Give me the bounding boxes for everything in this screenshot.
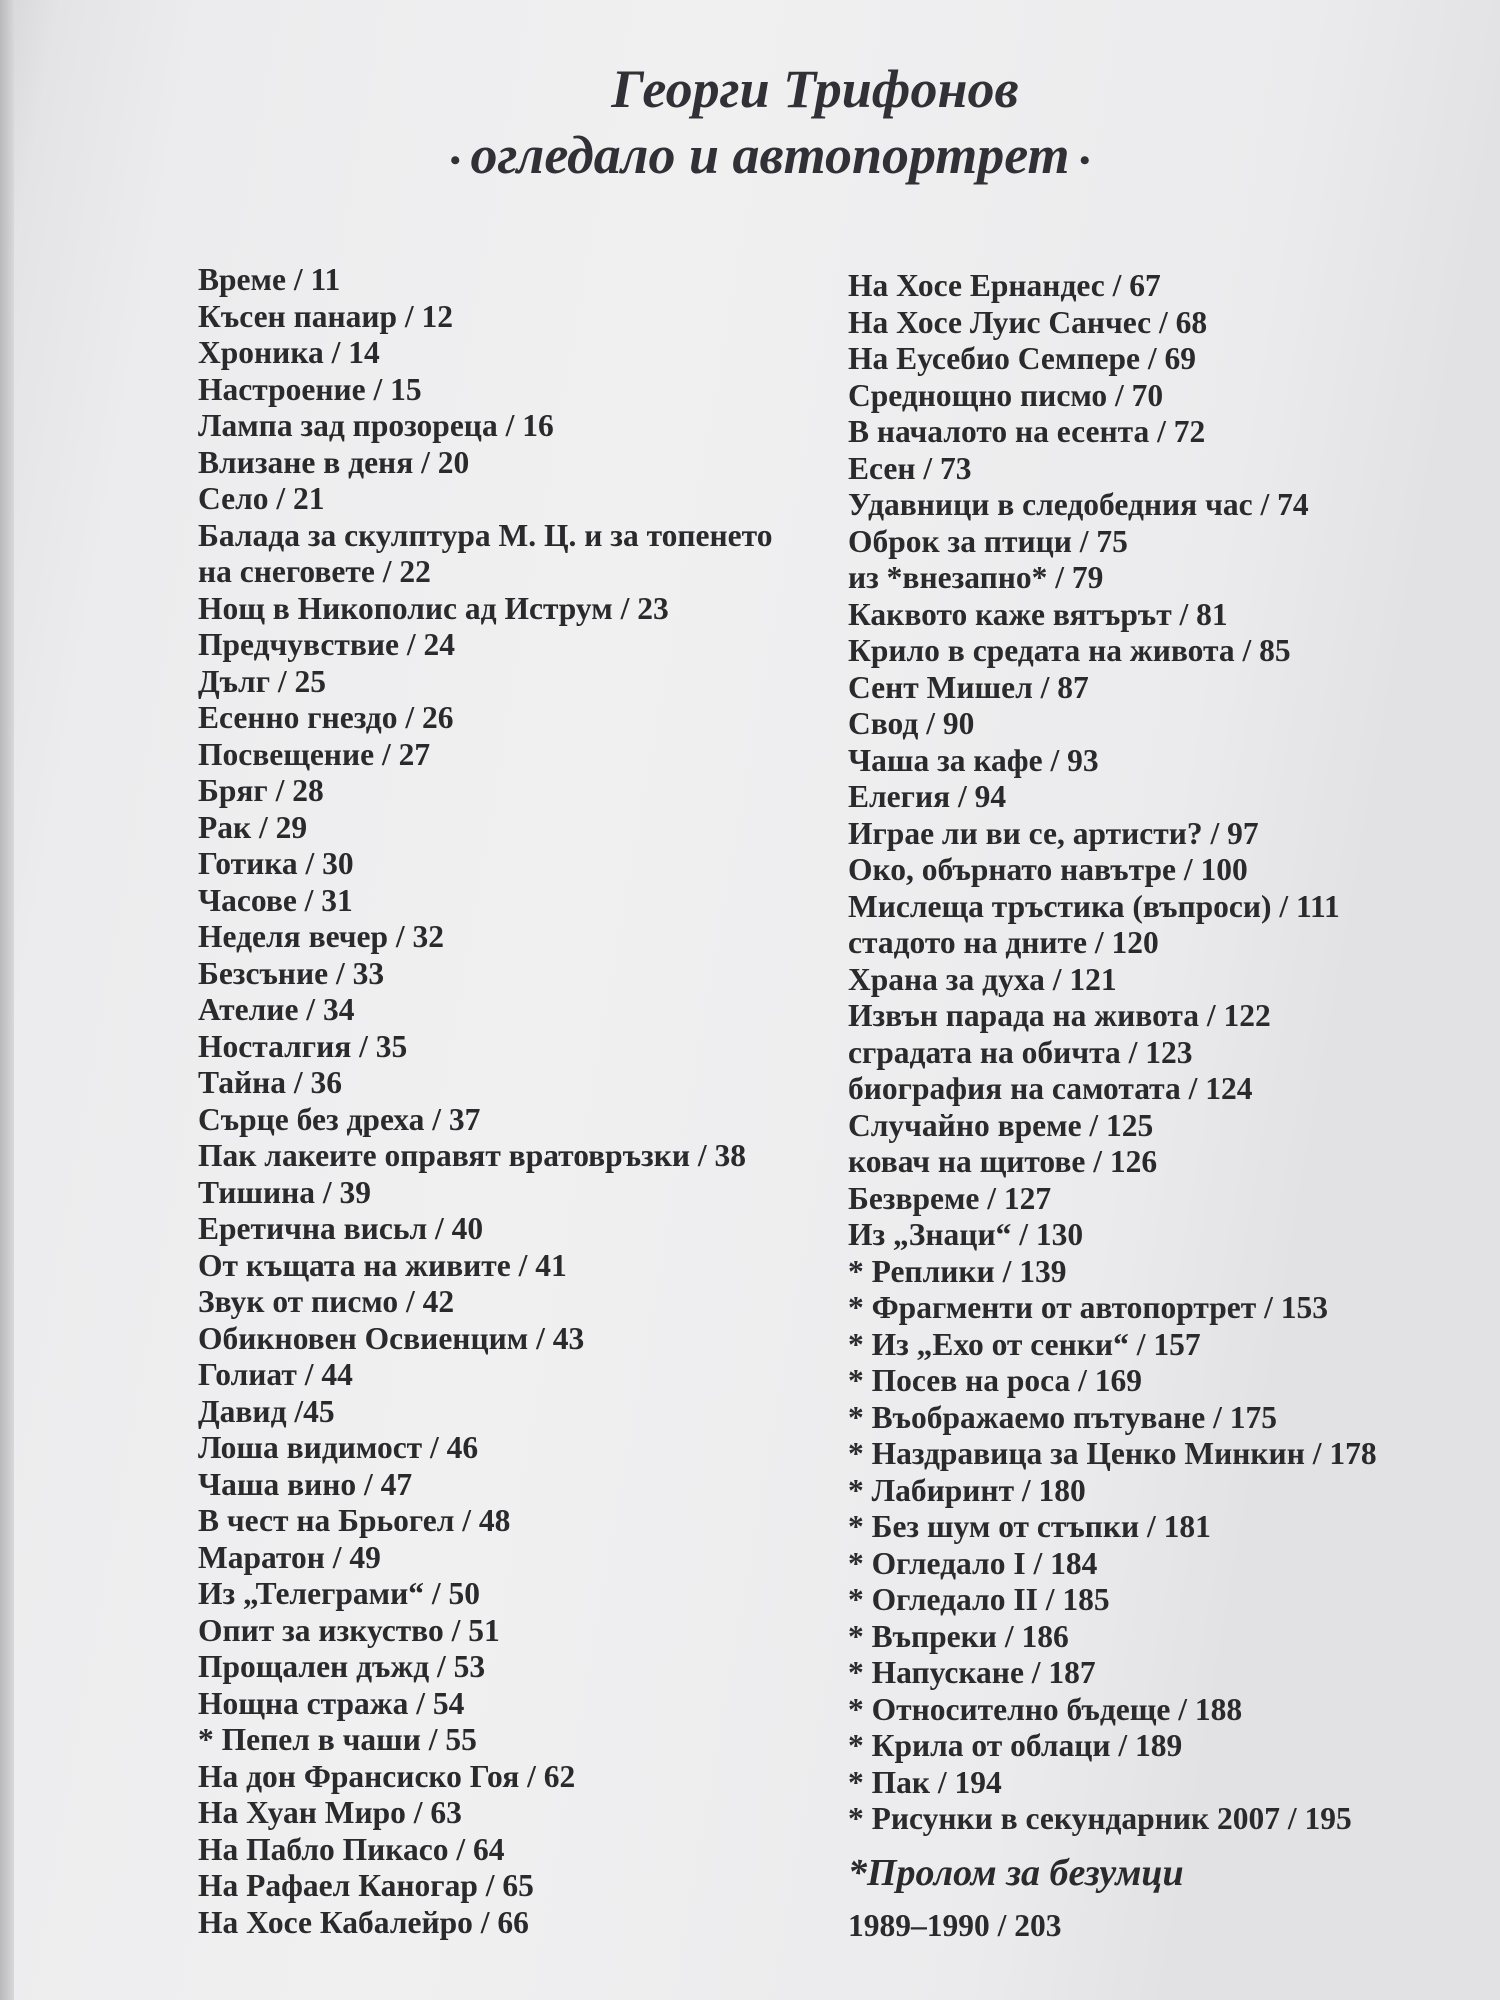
toc-entry: Лоша видимост / 46 (198, 1430, 479, 1465)
toc-entry: На Хуан Миро / 63 (198, 1795, 462, 1830)
toc-entry: На Хосе Луис Санчес / 68 (848, 304, 1208, 340)
toc-entry: * Из „Ехо от сенки“ / 157 (848, 1326, 1201, 1362)
toc-entry: Късен панаир / 12 (198, 298, 454, 334)
toc-entry: Време / 11 (198, 262, 341, 297)
toc-column-left (198, 262, 838, 1941)
toc-entry: * Напускане / 187 (848, 1655, 1096, 1690)
toc-entry: Носталгия / 35 (198, 1028, 408, 1064)
toc-entry: Из „Телеграми“ / 50 (198, 1576, 481, 1611)
toc-entry: На дон Франсиско Гоя / 62 (198, 1758, 576, 1794)
toc-entry: Свод / 90 (848, 706, 975, 741)
toc-entry: Око, обърнато навътре / 100 (848, 852, 1248, 887)
toc-entry: Крило в средата на живота / 85 (848, 633, 1291, 668)
toc-entry: Маратон / 49 (198, 1539, 381, 1575)
toc-entry: * Лабиринт / 180 (848, 1472, 1086, 1508)
toc-entry: из *внезапно* / 79 (848, 560, 1104, 595)
toc-entry: От къщата на живите / 41 (198, 1247, 567, 1283)
toc-entry: * Въображаемо пътуване / 175 (848, 1399, 1277, 1435)
toc-entry: Каквото каже вятърът / 81 (848, 596, 1228, 632)
toc-entry: * Относително бъдеще / 188 (848, 1691, 1243, 1727)
toc-entry: Мислеща тръстика (въпроси) / 111 (848, 888, 1340, 924)
toc-entry: * Въпреки / 186 (848, 1618, 1069, 1654)
toc-entry: * Крила от облаци / 189 (848, 1728, 1183, 1763)
toc-entry: Прощален дъжд / 53 (198, 1649, 486, 1684)
toc-entry: * Рисунки в секундарник 2007 / 195 (848, 1801, 1352, 1836)
toc-entry: Рак / 29 (198, 809, 308, 845)
toc-entry: Давид /45 (198, 1393, 335, 1429)
bullet-left: • (449, 143, 461, 177)
toc-entry: На Рафаел Каногар / 65 (198, 1868, 534, 1903)
toc-entry: Елегия / 94 (848, 779, 1007, 814)
toc-right-entries (848, 268, 1488, 1838)
toc-entry: Предчувствие / 24 (198, 627, 456, 662)
toc-entry: Нощна стража / 54 (198, 1685, 465, 1721)
page-binding-edge (0, 0, 14, 2000)
toc-entry: Чаша за кафе / 93 (848, 742, 1099, 778)
toc-entry: Лампа зад прозореца / 16 (198, 408, 554, 443)
toc-entry: Бряг / 28 (198, 773, 324, 808)
toc-entry: ковач на щитове / 126 (848, 1144, 1158, 1179)
toc-entry: Есен / 73 (848, 450, 972, 486)
toc-entry: Село / 21 (198, 481, 325, 516)
toc-entry: биография на самотата / 124 (848, 1071, 1253, 1106)
toc-entry: Хроника / 14 (198, 335, 380, 370)
toc-entry: Сент Мишел / 87 (848, 669, 1089, 705)
toc-entry: Ателие / 34 (198, 992, 355, 1027)
toc-entry: Сърце без дреха / 37 (198, 1101, 481, 1137)
toc-entry: Обикновен Освиенцим / 43 (198, 1320, 585, 1356)
toc-entry: * Посев на роса / 169 (848, 1363, 1143, 1398)
toc-entry: Безсъние / 33 (198, 955, 385, 991)
toc-entry: Тайна / 36 (198, 1065, 343, 1100)
toc-entry: Случайно време / 125 (848, 1107, 1154, 1143)
toc-entry: Есенно гнездо / 26 (198, 700, 454, 735)
toc-entry: Готика / 30 (198, 846, 354, 881)
toc-entry: Безвреме / 127 (848, 1180, 1052, 1216)
toc-entry: * Наздравица за Ценко Минкин / 178 (848, 1436, 1377, 1471)
toc-entry: * Без шум от стъпки / 181 (848, 1509, 1211, 1544)
toc-entry: * Огледало II / 185 (848, 1582, 1110, 1617)
toc-column-right (848, 268, 1488, 1946)
toc-entry: Оброк за птици / 75 (848, 523, 1128, 559)
toc-entry: Пак лакеите оправят вратовръзки / 38 (198, 1138, 747, 1173)
toc-entry: На Еусебио Семпере / 69 (848, 341, 1196, 376)
toc-entry: В чест на Брьогел / 48 (198, 1503, 511, 1538)
section-title: *Пролом за безумци (848, 1851, 1184, 1894)
toc-entry: Дълг / 25 (198, 663, 327, 699)
toc-entry: сградата на обичта / 123 (848, 1034, 1193, 1070)
toc-entry: * Фрагменти от автопортрет / 153 (848, 1290, 1328, 1325)
bullet-right: • (1079, 143, 1091, 177)
toc-entry: Голиат / 44 (198, 1357, 353, 1392)
toc-entry: * Пепел в чаши / 55 (198, 1722, 477, 1757)
toc-entry: Звук от писмо / 42 (198, 1284, 455, 1319)
toc-entry: Тишина / 39 (198, 1174, 372, 1210)
toc-entry: В началото на есента / 72 (848, 414, 1206, 449)
toc-entry: Балада за скулптура М. Ц. и за топенето (198, 517, 773, 553)
toc-entry: Часове / 31 (198, 882, 353, 918)
toc-entry: Неделя вечер / 32 (198, 919, 445, 954)
toc-entry: Из „Знаци“ / 130 (848, 1217, 1084, 1252)
page-header (0, 56, 1500, 194)
toc-entry: Посвещение / 27 (198, 736, 431, 772)
toc-entry: Храна за духа / 121 (848, 961, 1117, 997)
toc-entry: На Пабло Пикасо / 64 (198, 1831, 505, 1867)
toc-entry: на снеговете / 22 (198, 554, 431, 589)
toc-entry: Извън парада на живота / 122 (848, 998, 1271, 1033)
book-author: Георги Трифонов (611, 59, 1019, 119)
toc-entry: На Хосе Кабалейро / 66 (198, 1904, 529, 1940)
toc-entry: * Реплики / 139 (848, 1253, 1067, 1289)
toc-entry: Еретична висьл / 40 (198, 1211, 484, 1246)
toc-entry: Опит за изкуство / 51 (198, 1612, 500, 1648)
toc-entry: * Огледало I / 184 (848, 1545, 1098, 1581)
book-subtitle: огледало и автопортрет (470, 125, 1070, 185)
section-tail: 1989–1990 / 203 (848, 1907, 1062, 1943)
toc-entry: Среднощно писмо / 70 (848, 377, 1164, 413)
toc-entry: Играе ли ви се, артисти? / 97 (848, 815, 1259, 851)
toc-entry: Нощ в Никополис ад Иструм / 23 (198, 590, 669, 626)
toc-entry: Настроение / 15 (198, 371, 422, 407)
toc-entry: На Хосе Ернандес / 67 (848, 268, 1161, 303)
toc-entry: Удавници в следобедния час / 74 (848, 487, 1309, 522)
toc-entry: Влизане в деня / 20 (198, 444, 470, 480)
book-subtitle-line (0, 122, 1500, 194)
toc-entry: * Пак / 194 (848, 1764, 1002, 1800)
toc-entry: стадото на дните / 120 (848, 925, 1159, 960)
toc-entry: Чаша вино / 47 (198, 1466, 413, 1502)
